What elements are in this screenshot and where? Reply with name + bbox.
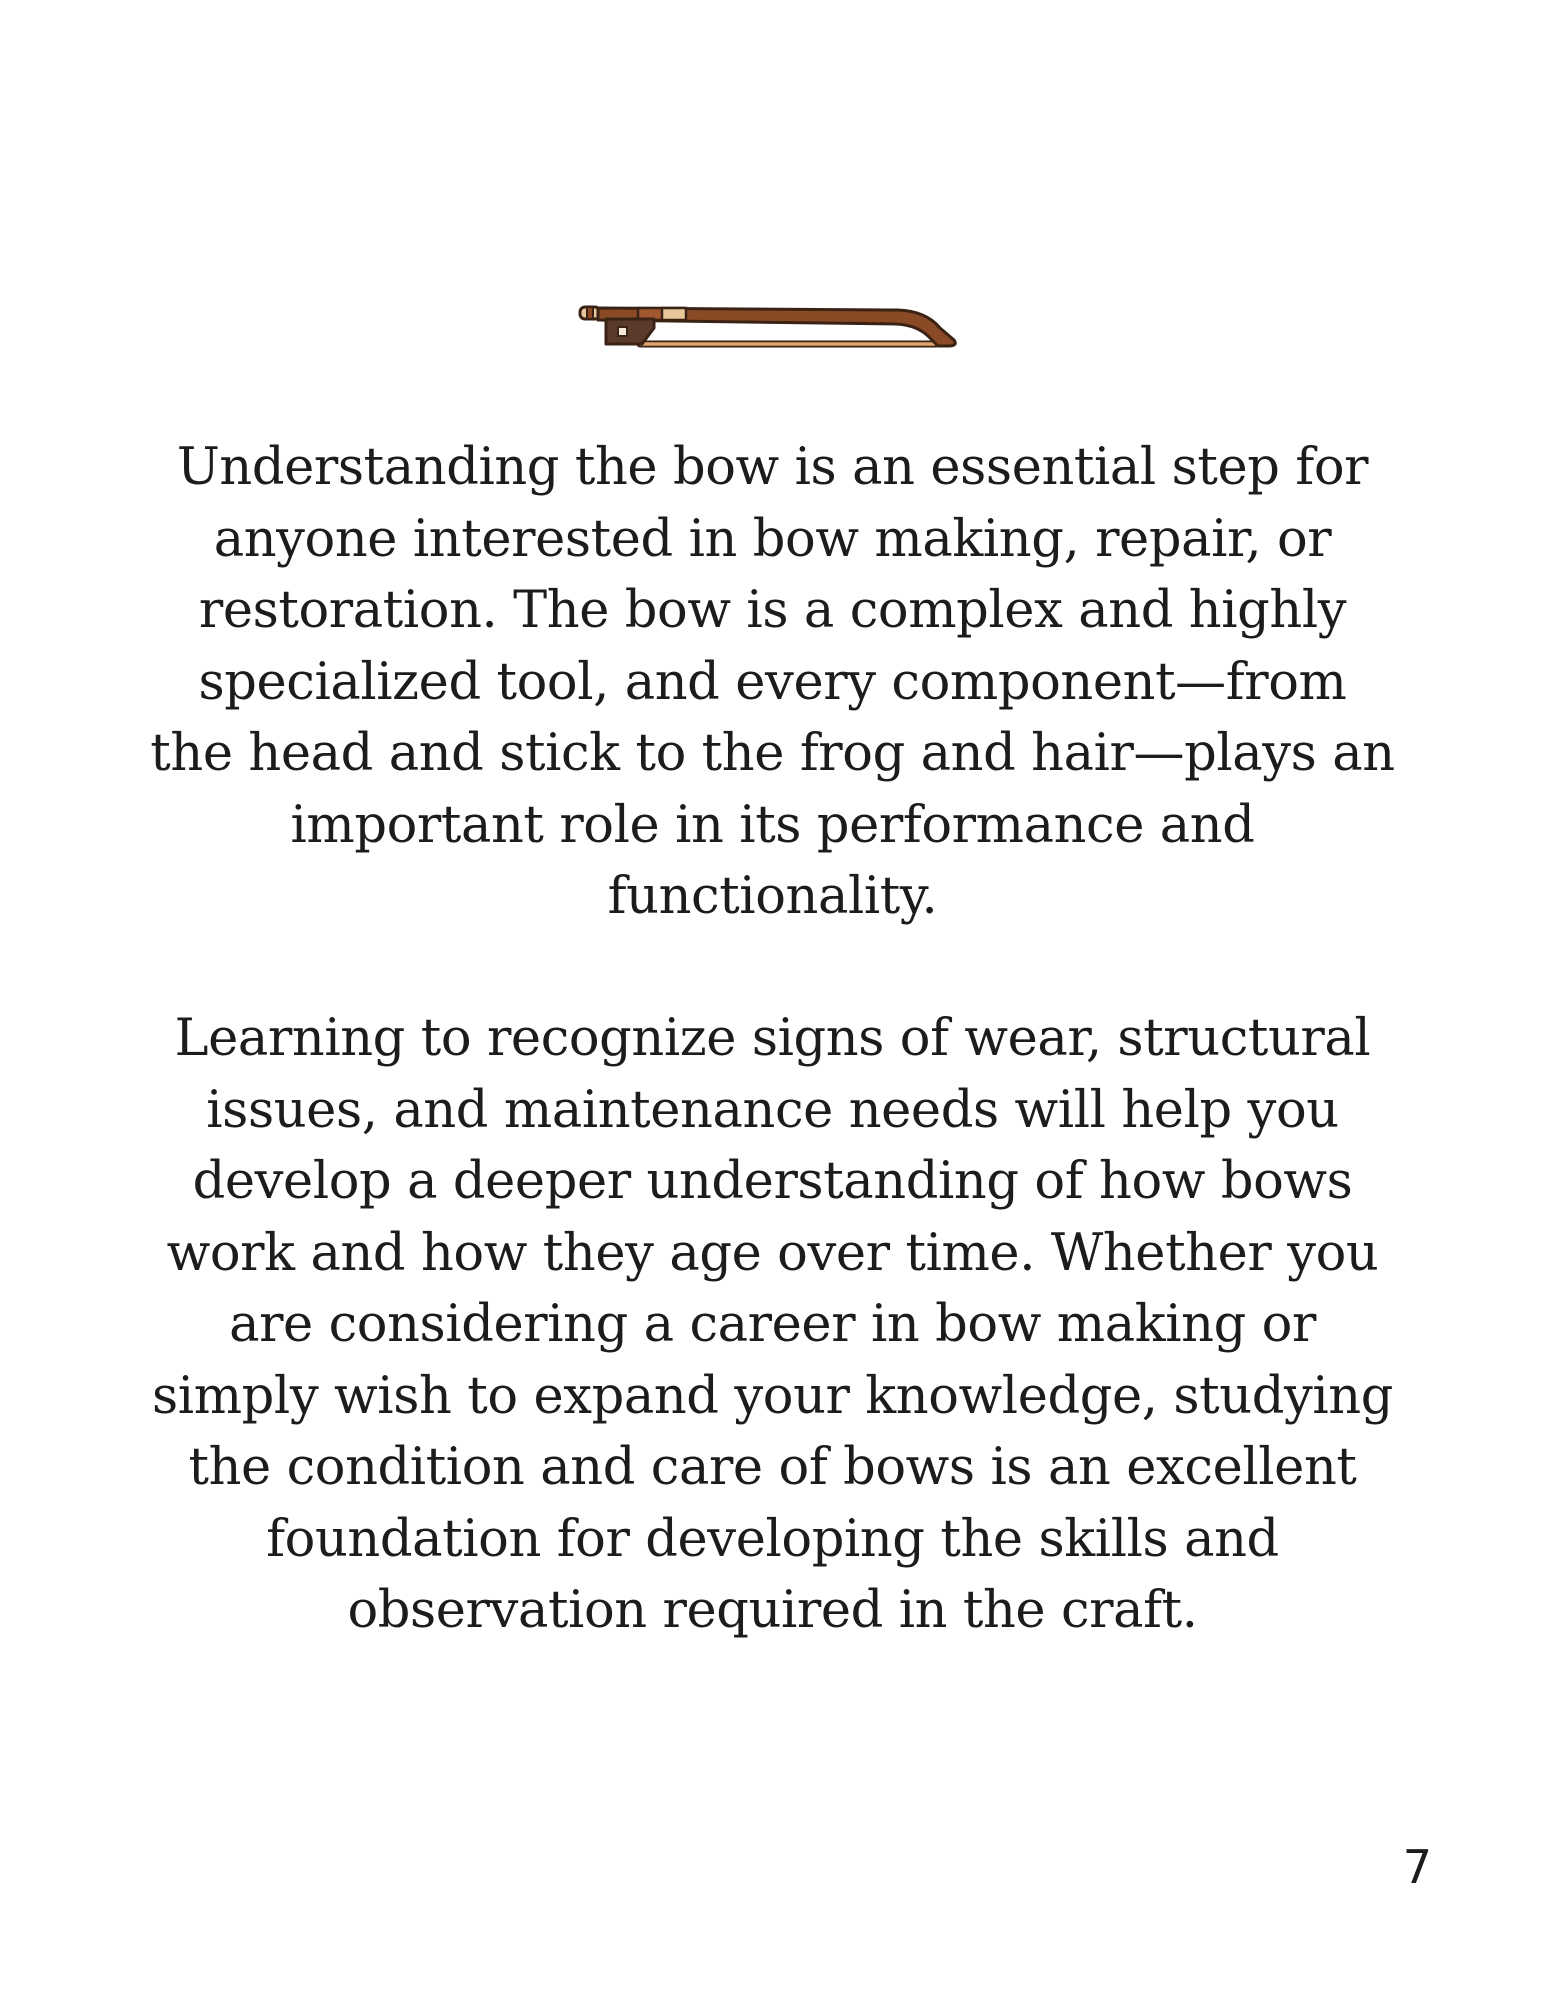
intro-paragraph: Understanding the bow is an essential step for anyone interested in bow making, repair, or restoration. The bow is a complex and highly specialized tool, and every component—from the head and stick to the frog and hair—plays an important role in its performance and functionality. [150, 438, 1395, 926]
page-number: 7 [1402, 1840, 1432, 1894]
body-paragraph: Learning to recognize signs of wear, structural issues, and maintenance needs will help you develop a deeper understanding of how bows work and how they age over time. Whether you are considering a career in bow making or simply wish to expand your knowledge, studying the condition and care of bows is an excellent foundation for developing the skills and observation required in the craft. [152, 1009, 1393, 1640]
violin-bow-icon [578, 300, 964, 356]
